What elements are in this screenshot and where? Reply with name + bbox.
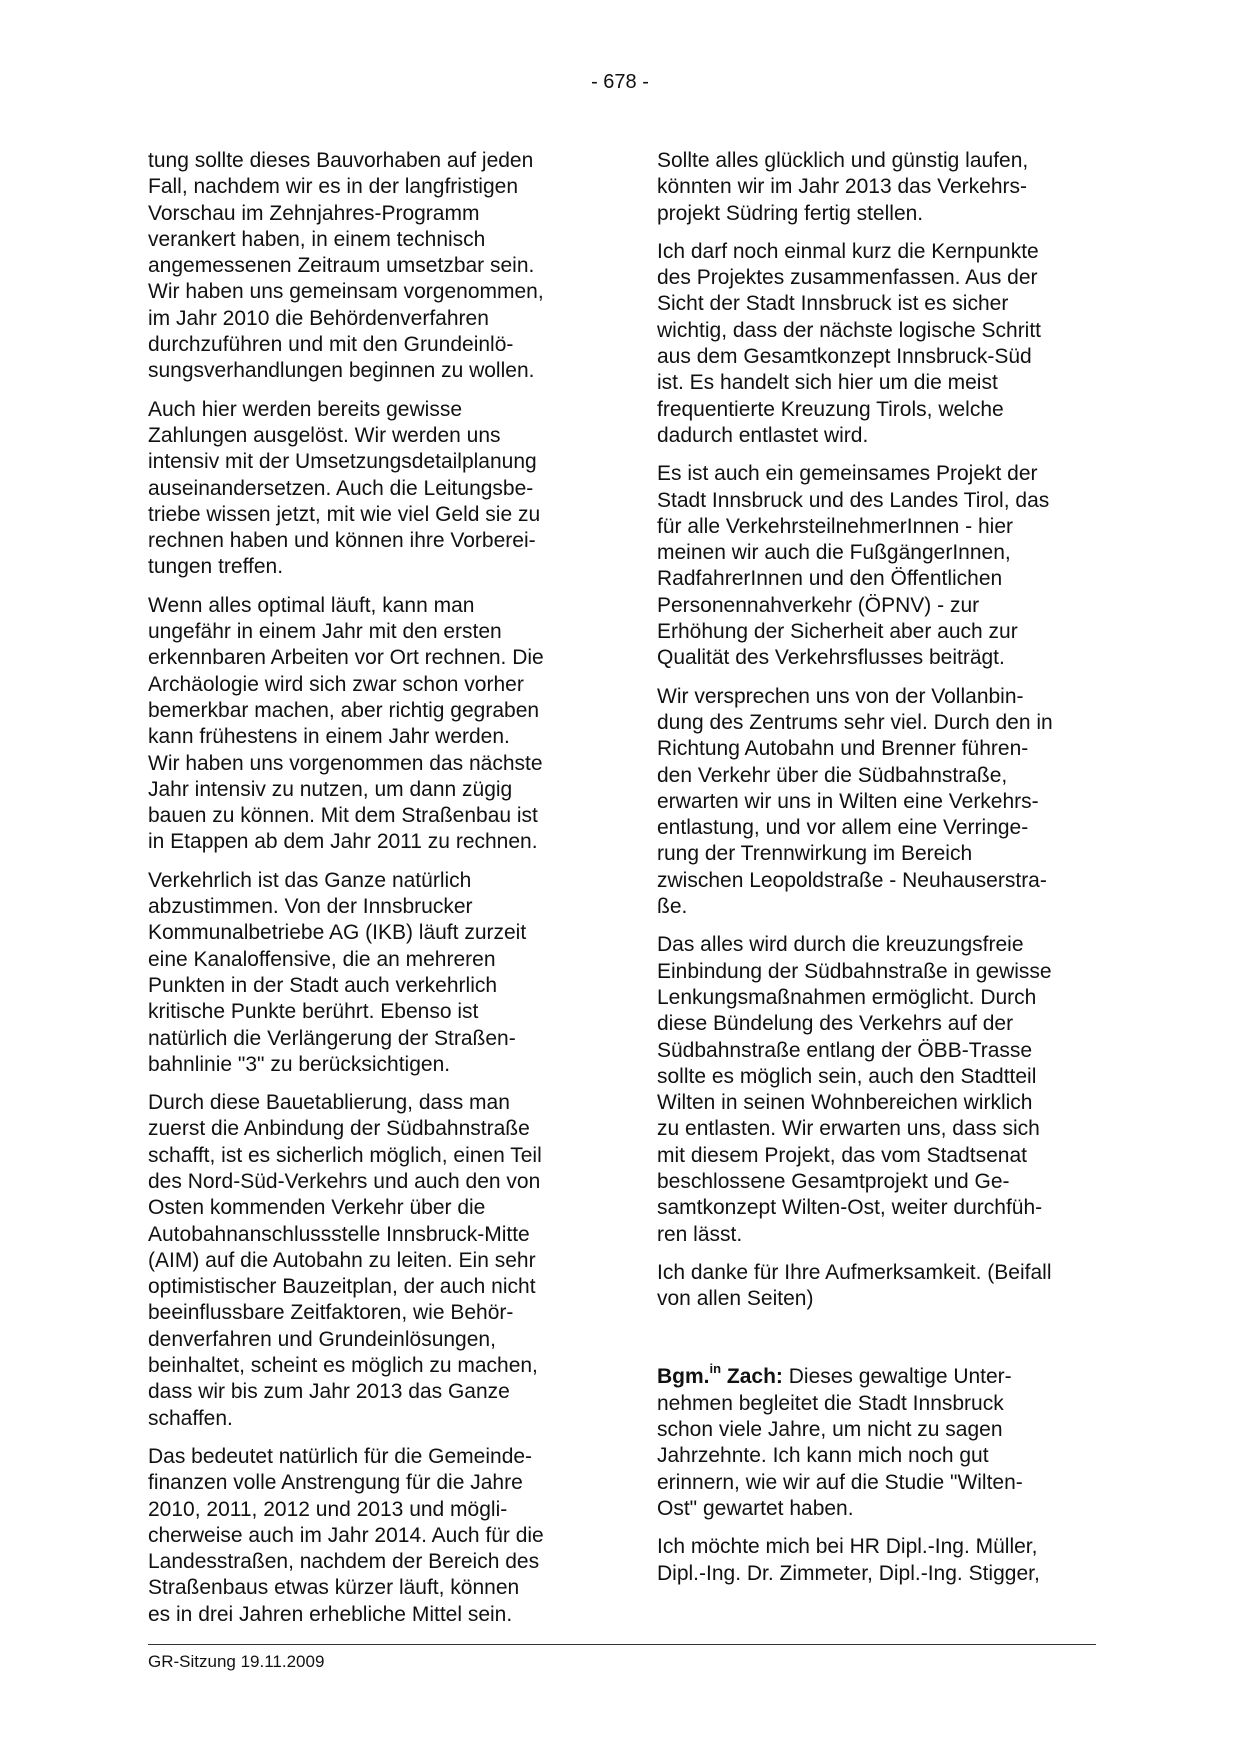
paragraph [148,1444,593,1628]
speaker-label [657,1361,783,1389]
text-line: aus dem Gesamtkonzept Innsbruck-Süd [657,345,1032,369]
text-line: ungefähr in einem Jahr mit den ersten [148,620,502,644]
text-line: verankert haben, in einem technisch [148,227,486,251]
footer-session-date: GR-Sitzung 19.11.2009 [148,1652,325,1671]
text-line: entlastung, und vor allem eine Verringe- [657,816,1029,840]
text-line: ist. Es handelt sich hier um die meist [657,371,998,395]
text-line: Auch hier werden bereits gewisse [148,397,462,421]
text-line: zwischen Leopoldstraße - Neuhauserstra- [657,868,1047,892]
text-line: Archäologie wird sich zwar schon vorher [148,672,524,696]
text-line: beeinflussbare Zeitfaktoren, wie Behör- [148,1301,514,1325]
paragraph [657,148,1097,227]
paragraph [657,1534,1097,1587]
text-line: Sicht der Stadt Innsbruck ist es sicher [657,292,1009,316]
text-line: Das alles wird durch die kreuzungsfreie [657,933,1024,957]
text-line: Lenkungsmaßnahmen ermöglicht. Durch [657,985,1037,1009]
speaker-title-suffix: in [709,1361,722,1377]
text-line: Es ist auch ein gemeinsames Projekt der [657,462,1038,486]
text-line: zuerst die Anbindung der Südbahnstraße [148,1117,530,1141]
text-line: es in drei Jahren erhebliche Mittel sein. [148,1602,513,1626]
text-line: Einbindung der Südbahnstraße in gewisse [657,959,1052,983]
text-line: Straßenbaus etwas kürzer läuft, können [148,1576,520,1600]
text-line: Verkehrlich ist das Ganze natürlich [148,868,472,892]
text-line: Durch diese Bauetablierung, dass man [148,1091,510,1115]
text-line: dass wir bis zum Jahr 2013 das Ganze [148,1380,510,1404]
text-line: kritische Punkte berührt. Ebenso ist [148,1000,479,1024]
text-line: durchzuführen und mit den Grundeinlö- [148,333,514,357]
text-line: erwarten wir uns in Wilten eine Verkehrs- [657,789,1039,813]
text-line: zu entlasten. Wir erwarten uns, dass sich [657,1117,1040,1141]
paragraph [148,868,593,1078]
text-line: in Etappen ab dem Jahr 2011 zu rechnen. [148,830,538,854]
text-line: Personennahverkehr (ÖPNV) - zur [657,593,980,617]
text-line: tung sollte dieses Bauvorhaben auf jeden [148,149,534,172]
text-line: Fall, nachdem wir es in der langfristigen [148,175,519,199]
paragraph [148,148,593,385]
text-line: erinnern, wie wir auf die Studie "Wilten- [657,1470,1023,1494]
text-line: bahnlinie "3" zu berücksichtigen. [148,1052,451,1076]
text-line: kann frühestens in einem Jahr werden. [148,725,510,749]
text-line: den Verkehr über die Südbahnstraße, [657,763,1008,787]
text-line: Qualität des Verkehrsflusses beiträgt. [657,646,1005,670]
text-line: Osten kommenden Verkehr über die [148,1196,486,1220]
text-line: finanzen volle Anstrengung für die Jahre [148,1471,523,1495]
text-line: Landesstraßen, nachdem der Bereich des [148,1550,540,1574]
speaker-title: Bgm. [657,1365,710,1389]
paragraph [657,684,1097,921]
text-line: erkennbaren Arbeiten vor Ort rechnen. Die [148,646,544,670]
text-line: abzustimmen. Von der Innsbrucker [148,895,473,919]
text-line: rechnen haben und können ihre Vorberei- [148,529,536,553]
speaker-line [657,1358,1097,1390]
text-line: optimistischer Bauzeitplan, der auch nicht [148,1275,536,1299]
paragraph [148,397,593,581]
footer-divider [148,1644,1096,1645]
text-line: Ich möchte mich bei HR Dipl.-Ing. Müller, [657,1535,1038,1559]
left-column [148,148,593,1640]
text-line: Zahlungen ausgelöst. Wir werden uns [148,423,501,447]
text-line: Autobahnanschlussstelle Innsbruck-Mitte [148,1222,530,1246]
text-line: für alle VerkehrsteilnehmerInnen - hier [657,514,1014,538]
text-line: bemerkbar machen, aber richtig gegraben [148,698,540,722]
text-line: schafft, ist es sicherlich möglich, einen Teil [148,1143,542,1167]
text-line: intensiv mit der Umsetzungsdetailplanung [148,450,537,474]
text-line: nehmen begleitet die Stadt Innsbruck [657,1391,1004,1415]
text-line: Punkten in der Stadt auch verkehrlich [148,973,498,997]
speaker-paragraph [657,1358,1097,1522]
text-line: dadurch entlastet wird. [657,423,869,447]
text-line: Sollte alles glücklich und günstig laufen, [657,149,1029,172]
text-line: im Jahr 2010 die Behördenverfahren [148,306,489,330]
paragraph [657,932,1097,1248]
text-line: auseinandersetzen. Auch die Leitungsbe- [148,476,534,500]
text-line: bauen zu können. Mit dem Straßenbau ist [148,804,538,828]
text-line: Wir haben uns gemeinsam vorgenommen, [148,280,544,304]
text-line: wichtig, dass der nächste logische Schritt [657,318,1042,342]
right-column [657,148,1097,1599]
text-line: Richtung Autobahn und Brenner führen- [657,737,1029,761]
text-line: des Projektes zusammenfassen. Aus der [657,266,1038,290]
paragraph [657,239,1097,449]
text-line: projekt Südring fertig stellen. [657,201,924,225]
text-line: könnten wir im Jahr 2013 das Verkehrs- [657,175,1028,199]
text-line: schon viele Jahre, um nicht zu sagen [657,1418,1003,1442]
text-line: natürlich die Verlängerung der Straßen- [148,1026,516,1050]
text-line: triebe wissen jetzt, mit wie viel Geld sie zu [148,502,541,526]
text-line: ße. [657,895,688,919]
text-line: Wir versprechen uns von der Vollanbin- [657,684,1024,708]
page-number: - 678 - [591,71,649,93]
text-line: Kommunalbetriebe AG (IKB) läuft zurzeit [148,921,527,945]
text-line: beinhaltet, scheint es möglich zu machen, [148,1354,538,1378]
text-line: rung der Trennwirkung im Bereich [657,842,973,866]
text-line: Wenn alles optimal läuft, kann man [148,593,475,617]
paragraph [657,461,1097,671]
text-line: des Nord-Süd-Verkehrs und auch den von [148,1169,541,1193]
text-line: schaffen. [148,1406,233,1430]
text-line: cherweise auch im Jahr 2014. Auch für die [148,1523,544,1547]
text-line: Jahr intensiv zu nutzen, um dann zügig [148,777,513,801]
text-line: samtkonzept Wilten-Ost, weiter durchfüh- [657,1196,1043,1220]
text-line: diese Bündelung des Verkehrs auf der [657,1012,1014,1036]
text-line: tungen treffen. [148,555,284,579]
speaker-name: Zach: [721,1365,783,1389]
text-line: denverfahren und Grundeinlösungen, [148,1327,496,1351]
paragraph [657,1260,1097,1313]
text-line: sungsverhandlungen beginnen zu wollen. [148,359,535,383]
speaker-text-start: Dieses gewaltige Unter- [782,1365,1012,1389]
text-line: Wilten in seinen Wohnbereichen wirklich [657,1091,1033,1115]
text-line: eine Kanaloffensive, die an mehreren [148,947,496,971]
text-line: Ich danke für Ihre Aufmerksamkeit. (Beifall [657,1260,1052,1284]
text-line: Wir haben uns vorgenommen das nächste [148,751,543,775]
text-line: angemessenen Zeitraum umsetzbar sein. [148,254,535,278]
paragraph [148,593,593,856]
text-line: 2010, 2011, 2012 und 2013 und mögli- [148,1497,508,1521]
text-line: Das bedeutet natürlich für die Gemeinde- [148,1444,533,1468]
text-line: Jahrzehnte. Ich kann mich noch gut [657,1444,989,1468]
text-line: von allen Seiten) [657,1287,814,1311]
text-line: Vorschau im Zehnjahres-Programm [148,201,480,225]
text-line: mit diesem Projekt, das vom Stadtsenat [657,1143,1027,1167]
text-line: (AIM) auf die Autobahn zu leiten. Ein sehr [148,1248,536,1272]
text-line: sollte es möglich sein, auch den Stadtteil [657,1064,1037,1088]
text-line: dung des Zentrums sehr viel. Durch den in [657,710,1053,734]
text-line: Stadt Innsbruck und des Landes Tirol, das [657,488,1050,512]
text-line: meinen wir auch die FußgängerInnen, [657,541,1011,565]
text-line: Dipl.-Ing. Dr. Zimmeter, Dipl.-Ing. Stigger, [657,1561,1040,1585]
text-line: RadfahrerInnen und den Öffentlichen [657,567,1003,591]
paragraph [148,1090,593,1432]
text-line: Ich darf noch einmal kurz die Kernpunkte [657,239,1039,263]
text-line: beschlossene Gesamtprojekt und Ge- [657,1169,1010,1193]
text-line: ren lässt. [657,1222,743,1246]
text-line: Ost" gewartet haben. [657,1496,854,1520]
text-line: Südbahnstraße entlang der ÖBB-Trasse [657,1038,1033,1062]
text-line: Erhöhung der Sicherheit aber auch zur [657,620,1018,644]
text-line: frequentierte Kreuzung Tirols, welche [657,397,1004,421]
